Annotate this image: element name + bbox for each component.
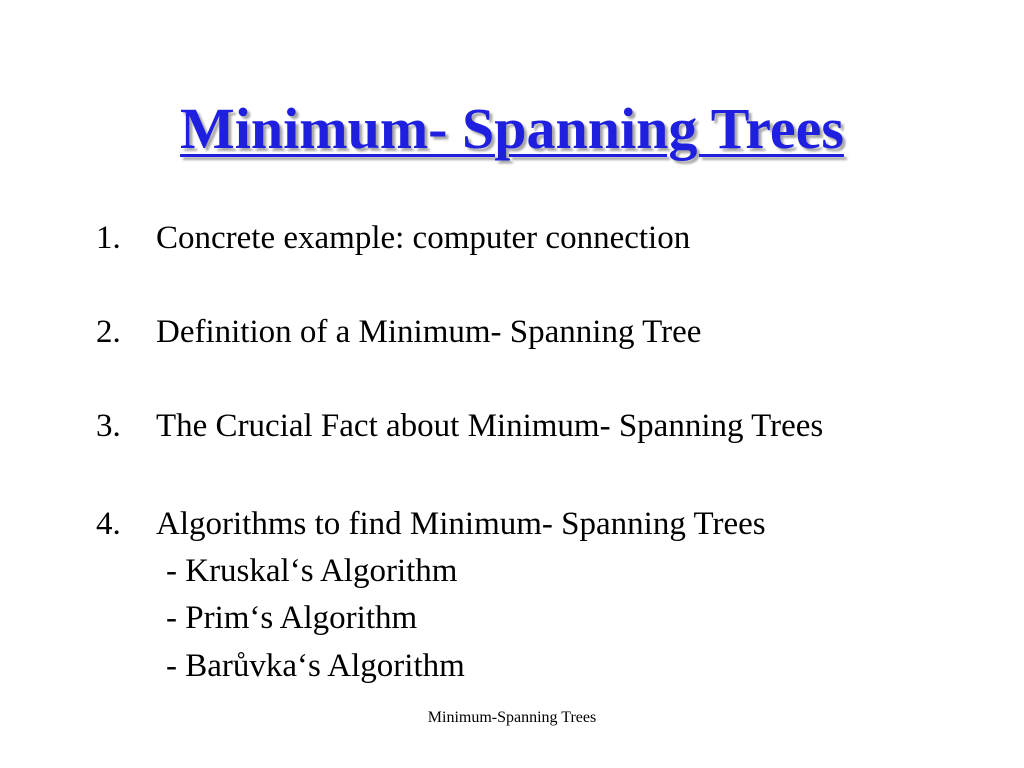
sub-item-boruvka: - Barůvka‘s Algorithm: [166, 648, 465, 684]
list-item-2: [96, 316, 701, 349]
list-item-1: [96, 222, 690, 255]
list-item-text: Definition of a Minimum- Spanning Tree: [156, 314, 702, 350]
list-item-number: 3.: [96, 408, 121, 444]
list-item-4: [96, 508, 766, 541]
slide-footer: Minimum-Spanning Trees: [427, 709, 597, 726]
sub-item-kruskal: - Kruskal‘s Algorithm: [166, 553, 458, 589]
list-item-number: 2.: [96, 314, 121, 350]
list-item-3: [96, 410, 823, 443]
list-item-number: 1.: [96, 220, 121, 256]
list-item-text: Algorithms to find Minimum- Spanning Trees: [156, 506, 766, 542]
list-item-text: Concrete example: computer connection: [156, 220, 691, 256]
list-item-number: 4.: [96, 506, 121, 542]
sub-item-prim: - Prim‘s Algorithm: [166, 600, 418, 636]
list-item-text: The Crucial Fact about Minimum- Spanning Trees: [156, 408, 824, 444]
slide-title: Minimum- Spanning Trees: [180, 96, 844, 161]
